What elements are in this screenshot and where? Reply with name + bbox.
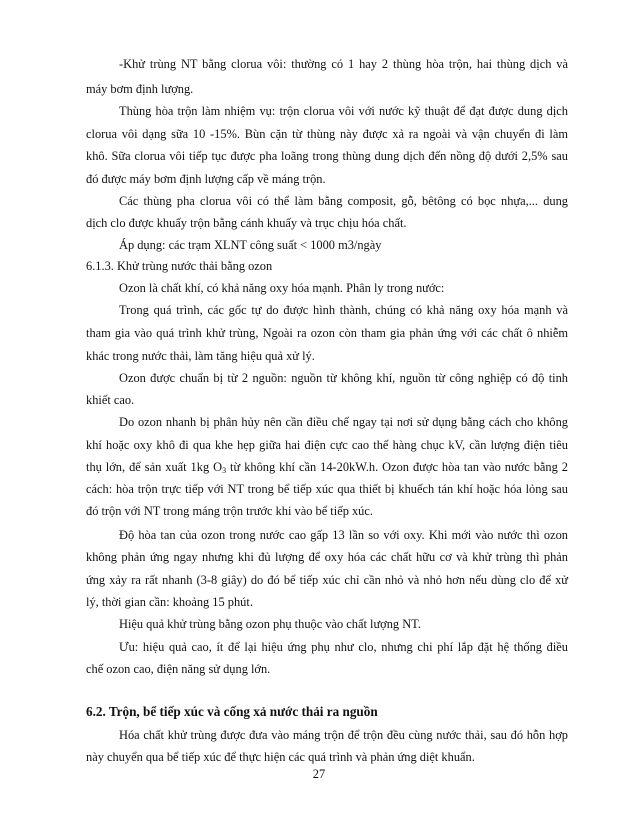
- paragraph-line: khiết cao.: [86, 393, 135, 407]
- paragraph-line: đó được máy bơm định lượng cấp về máng trộn.: [86, 172, 326, 186]
- paragraph-line: này chuyển qua bể tiếp xúc để thực hiện các quá trình và phản ứng diệt khuẩn.: [86, 750, 475, 764]
- paragraph-line: cách: hòa trộn trực tiếp với NT trong bể tiếp xúc qua thiết bị khuếch tán khí hoặc hóa lỏng sau: [86, 482, 568, 496]
- paragraph-line: đó trộn với NT trong máng trộn trước khi vào bể tiếp xúc.: [86, 504, 373, 518]
- paragraph-line: tham gia vào quá trình khử trùng, Ngoài ra ozon còn tham gia phản ứng với các chất ô nhiễm: [86, 326, 568, 340]
- paragraph-line: lý, thời gian cần: khoảng 15 phút.: [86, 595, 253, 609]
- subscript-3: 3: [222, 466, 227, 475]
- paragraph-line: Trong quá trình, các gốc tự do được hình thành, chúng có khả năng oxy hóa mạnh và: [119, 303, 568, 317]
- paragraph-line: Ưu: hiệu quả cao, ít để lại hiệu ứng phụ như clo, nhưng chi phí lắp đặt hệ thống điều: [119, 640, 568, 654]
- paragraph-line: -Khử trùng NT bằng clorua vôi: thường có 1 hay 2 thùng hòa trộn, hai thùng dịch và: [119, 57, 568, 71]
- paragraph-line: clorua vôi dạng sữa 10 -15%. Bùn cặn từ thùng này được xả ra ngoài và vận chuyển đi làm: [86, 127, 568, 141]
- page-number: 27: [312, 767, 326, 781]
- paragraph-line: chế ozon cao, điện năng sử dụng lớn.: [86, 662, 271, 676]
- paragraph-line: dịch clo được khuấy trộn bằng cánh khuấy và trục chịu hóa chất.: [86, 216, 407, 230]
- paragraph-line: Do ozon nhanh bị phân hủy nên cần điều chế ngay tại nơi sử dụng bằng cách cho không: [119, 415, 568, 429]
- section-heading-6-1-3: 6.1.3. Khử trùng nước thải bằng ozon: [86, 259, 273, 273]
- paragraph-line: không phản ứng ngay nhưng khi đủ lượng để oxy hóa các chất hữu cơ và khử trùng thì phản: [86, 550, 568, 564]
- paragraph-line: Hóa chất khử trùng được đưa vào máng trộn để trộn đều cùng nước thải, sau đó hỗn hợp: [119, 728, 568, 742]
- paragraph-line: Các thùng pha clorua vôi có thể làm bằng composit, gỗ, bêtông có bọc nhựa,... dung: [119, 194, 568, 208]
- paragraph-line: ứng xảy ra rất nhanh (3-8 giây) do đó bể tiếp xúc chỉ cần nhỏ và nhỏ hơn nếu dùng clo để xử: [86, 573, 568, 587]
- paragraph-line: Thùng hòa trộn làm nhiệm vụ: trộn clorua vôi với nước kỹ thuật để đạt được dung dịch: [119, 104, 568, 118]
- text-segment: từ không khí cần 14-20kW.h. Ozon được hòa tan vào nước bằng 2: [226, 460, 568, 474]
- paragraph-line: Ozon được chuẩn bị từ 2 nguồn: nguồn từ không khí, nguồn từ công nghiệp có độ tinh: [119, 371, 568, 385]
- paragraph-line-ozone-formula: [86, 459, 568, 475]
- paragraph-line: khô. Sữa clorua vôi tiếp tục được pha loãng trong thùng dung dịch đến nồng độ dưới 2,5% sau: [86, 149, 568, 163]
- paragraph-line: Hiệu quả khử trùng bằng ozon phụ thuộc vào chất lượng NT.: [119, 617, 421, 631]
- paragraph-line: Độ hòa tan của ozon trong nước cao gấp 13 lần so với oxy. Khi mới vào nước thì ozon: [119, 528, 568, 542]
- paragraph-line: máy bơm định lượng.: [86, 82, 194, 96]
- paragraph-line: khí hoặc oxy khô đi qua khe hẹp giữa hai điện cực cao thế hàng chục kV, cần lượng điện tiêu: [86, 438, 568, 452]
- section-heading-6-2: 6.2. Trộn, bể tiếp xúc và cống xả nước thải ra nguồn: [86, 704, 378, 719]
- paragraph-line: Áp dụng: các trạm XLNT công suất < 1000 m3/ngày: [119, 238, 382, 252]
- paragraph-line: Ozon là chất khí, có khả năng oxy hóa mạnh. Phân ly trong nước:: [119, 281, 445, 295]
- text-segment: thụ lớn, để sản xuất 1kg O: [86, 460, 223, 474]
- paragraph-line: khác trong nước thải, làm tăng hiệu quả xử lý.: [86, 349, 315, 363]
